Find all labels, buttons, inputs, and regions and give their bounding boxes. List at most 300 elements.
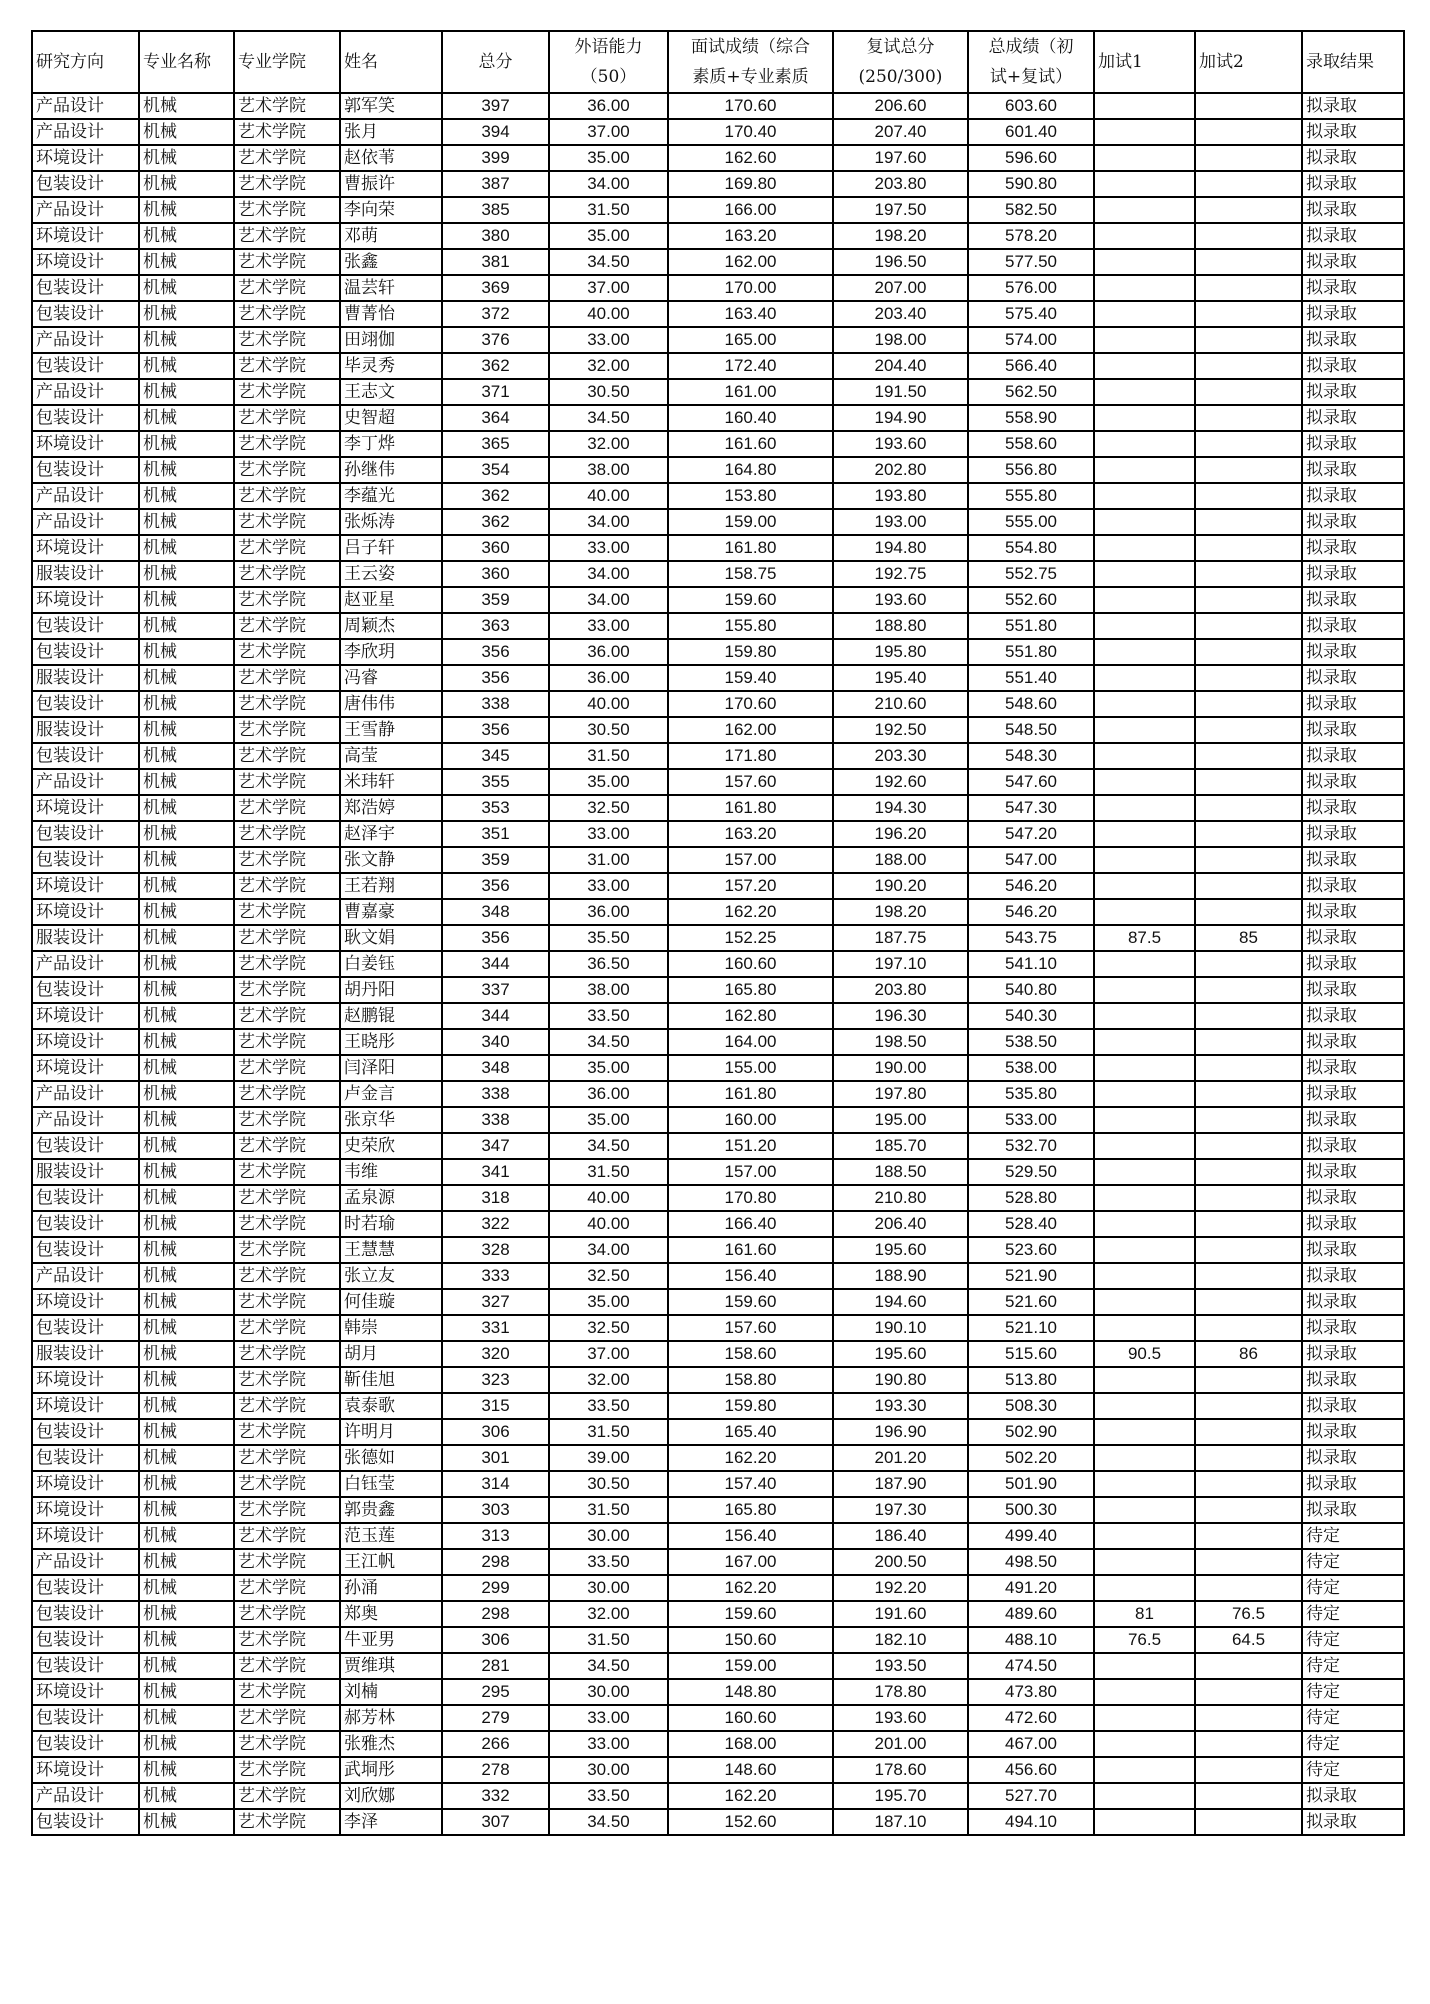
- cell-college: 艺术学院: [234, 769, 340, 795]
- cell-extra-test-1: [1094, 847, 1195, 873]
- cell-name: 牛亚男: [340, 1627, 442, 1653]
- cell-overall-score: 576.00: [968, 275, 1094, 301]
- cell-major: 机械: [139, 1341, 234, 1367]
- cell-college: 艺术学院: [234, 1081, 340, 1107]
- cell-interview: 165.00: [668, 327, 833, 353]
- cell-foreign-language: 33.00: [549, 821, 668, 847]
- cell-name: 周颖杰: [340, 613, 442, 639]
- cell-interview: 159.80: [668, 639, 833, 665]
- cell-name: 唐伟伟: [340, 691, 442, 717]
- cell-interview: 159.60: [668, 1601, 833, 1627]
- cell-extra-test-1: [1094, 1575, 1195, 1601]
- table-row: [32, 1757, 1404, 1783]
- cell-admission-result: 待定: [1302, 1731, 1404, 1757]
- cell-total: 359: [442, 587, 549, 613]
- cell-extra-test-1: [1094, 1471, 1195, 1497]
- cell-overall-score: 552.75: [968, 561, 1094, 587]
- cell-admission-result: 待定: [1302, 1575, 1404, 1601]
- cell-admission-result: 拟录取: [1302, 613, 1404, 639]
- cell-foreign-language: 30.50: [549, 379, 668, 405]
- cell-major: 机械: [139, 1003, 234, 1029]
- cell-retest-total: 182.10: [833, 1627, 968, 1653]
- cell-foreign-language: 33.50: [549, 1003, 668, 1029]
- cell-overall-score: 502.90: [968, 1419, 1094, 1445]
- cell-admission-result: 拟录取: [1302, 431, 1404, 457]
- cell-major: 机械: [139, 1263, 234, 1289]
- cell-college: 艺术学院: [234, 691, 340, 717]
- cell-college: 艺术学院: [234, 1185, 340, 1211]
- cell-foreign-language: 36.00: [549, 93, 668, 119]
- table-row: [32, 951, 1404, 977]
- cell-extra-test-1: [1094, 1159, 1195, 1185]
- table-row: [32, 1081, 1404, 1107]
- cell-foreign-language: 30.50: [549, 1471, 668, 1497]
- cell-extra-test-2: [1195, 1367, 1302, 1393]
- cell-foreign-language: 38.00: [549, 457, 668, 483]
- cell-admission-result: 拟录取: [1302, 873, 1404, 899]
- cell-total: 348: [442, 1055, 549, 1081]
- cell-retest-total: 192.60: [833, 769, 968, 795]
- cell-retest-total: 204.40: [833, 353, 968, 379]
- cell-total: 338: [442, 691, 549, 717]
- cell-admission-result: 待定: [1302, 1679, 1404, 1705]
- cell-college: 艺术学院: [234, 1159, 340, 1185]
- cell-total: 341: [442, 1159, 549, 1185]
- cell-interview: 155.80: [668, 613, 833, 639]
- cell-overall-score: 521.90: [968, 1263, 1094, 1289]
- cell-admission-result: 拟录取: [1302, 171, 1404, 197]
- cell-direction: 包装设计: [32, 1809, 139, 1835]
- cell-extra-test-2: 86: [1195, 1341, 1302, 1367]
- cell-retest-total: 193.80: [833, 483, 968, 509]
- cell-name: 韦维: [340, 1159, 442, 1185]
- cell-overall-score: 491.20: [968, 1575, 1094, 1601]
- cell-admission-result: 拟录取: [1302, 1393, 1404, 1419]
- cell-extra-test-1: [1094, 1263, 1195, 1289]
- cell-interview: 161.80: [668, 1081, 833, 1107]
- cell-extra-test-2: [1195, 1471, 1302, 1497]
- cell-admission-result: 拟录取: [1302, 1289, 1404, 1315]
- table-row: [32, 1393, 1404, 1419]
- cell-extra-test-2: [1195, 93, 1302, 119]
- cell-retest-total: 190.10: [833, 1315, 968, 1341]
- cell-college: 艺术学院: [234, 1393, 340, 1419]
- cell-retest-total: 196.50: [833, 249, 968, 275]
- cell-overall-score: 521.10: [968, 1315, 1094, 1341]
- cell-admission-result: 拟录取: [1302, 743, 1404, 769]
- cell-name: 胡丹阳: [340, 977, 442, 1003]
- cell-admission-result: 拟录取: [1302, 1783, 1404, 1809]
- table-row: [32, 691, 1404, 717]
- cell-interview: 153.80: [668, 483, 833, 509]
- cell-name: 王慧慧: [340, 1237, 442, 1263]
- cell-overall-score: 547.00: [968, 847, 1094, 873]
- cell-extra-test-1: [1094, 1029, 1195, 1055]
- cell-name: 刘欣娜: [340, 1783, 442, 1809]
- table-row: [32, 249, 1404, 275]
- admission-results-sheet: [31, 30, 1405, 1836]
- cell-extra-test-1: [1094, 691, 1195, 717]
- cell-total: 369: [442, 275, 549, 301]
- table-row: [32, 171, 1404, 197]
- cell-college: 艺术学院: [234, 1523, 340, 1549]
- cell-retest-total: 195.60: [833, 1341, 968, 1367]
- cell-extra-test-2: [1195, 1055, 1302, 1081]
- cell-college: 艺术学院: [234, 821, 340, 847]
- cell-name: 李向荣: [340, 197, 442, 223]
- cell-foreign-language: 31.00: [549, 847, 668, 873]
- table-row: [32, 899, 1404, 925]
- cell-interview: 158.75: [668, 561, 833, 587]
- cell-extra-test-2: [1195, 1081, 1302, 1107]
- cell-direction: 服装设计: [32, 665, 139, 691]
- cell-foreign-language: 33.00: [549, 1705, 668, 1731]
- cell-foreign-language: 33.50: [549, 1393, 668, 1419]
- cell-interview: 160.60: [668, 1705, 833, 1731]
- cell-extra-test-1: [1094, 275, 1195, 301]
- cell-foreign-language: 40.00: [549, 301, 668, 327]
- table-row: [32, 1367, 1404, 1393]
- cell-college: 艺术学院: [234, 1627, 340, 1653]
- cell-name: 孙继伟: [340, 457, 442, 483]
- cell-interview: 159.60: [668, 587, 833, 613]
- cell-overall-score: 501.90: [968, 1471, 1094, 1497]
- cell-overall-score: 529.50: [968, 1159, 1094, 1185]
- cell-interview: 165.80: [668, 1497, 833, 1523]
- cell-retest-total: 193.50: [833, 1653, 968, 1679]
- cell-direction: 包装设计: [32, 301, 139, 327]
- cell-college: 艺术学院: [234, 1133, 340, 1159]
- cell-overall-score: 538.50: [968, 1029, 1094, 1055]
- cell-direction: 包装设计: [32, 405, 139, 431]
- cell-total: 314: [442, 1471, 549, 1497]
- table-row: [32, 1107, 1404, 1133]
- cell-total: 371: [442, 379, 549, 405]
- cell-extra-test-2: [1195, 873, 1302, 899]
- cell-extra-test-2: [1195, 1029, 1302, 1055]
- cell-extra-test-1: [1094, 1497, 1195, 1523]
- cell-overall-score: 548.60: [968, 691, 1094, 717]
- cell-extra-test-1: [1094, 899, 1195, 925]
- cell-extra-test-2: [1195, 1419, 1302, 1445]
- cell-name: 郭贵鑫: [340, 1497, 442, 1523]
- header-foreign-language-line2: （50）: [580, 67, 637, 87]
- cell-interview: 162.60: [668, 145, 833, 171]
- cell-interview: 170.00: [668, 275, 833, 301]
- table-row: [32, 1159, 1404, 1185]
- header-foreign-language-line1: 外语能力: [574, 37, 643, 57]
- cell-name: 邓萌: [340, 223, 442, 249]
- cell-extra-test-1: [1094, 743, 1195, 769]
- cell-college: 艺术学院: [234, 925, 340, 951]
- table-row: [32, 743, 1404, 769]
- cell-retest-total: 207.00: [833, 275, 968, 301]
- cell-retest-total: 192.75: [833, 561, 968, 587]
- cell-interview: 170.80: [668, 1185, 833, 1211]
- cell-total: 362: [442, 483, 549, 509]
- cell-interview: 148.60: [668, 1757, 833, 1783]
- cell-overall-score: 527.70: [968, 1783, 1094, 1809]
- cell-college: 艺术学院: [234, 1653, 340, 1679]
- cell-overall-score: 547.30: [968, 795, 1094, 821]
- cell-overall-score: 488.10: [968, 1627, 1094, 1653]
- cell-college: 艺术学院: [234, 1237, 340, 1263]
- cell-extra-test-1: [1094, 1211, 1195, 1237]
- cell-retest-total: 178.60: [833, 1757, 968, 1783]
- cell-extra-test-1: [1094, 1185, 1195, 1211]
- cell-foreign-language: 31.50: [549, 743, 668, 769]
- cell-foreign-language: 34.50: [549, 1029, 668, 1055]
- cell-college: 艺术学院: [234, 197, 340, 223]
- cell-direction: 环境设计: [32, 1367, 139, 1393]
- cell-college: 艺术学院: [234, 665, 340, 691]
- cell-foreign-language: 31.50: [549, 1159, 668, 1185]
- cell-extra-test-1: [1094, 613, 1195, 639]
- cell-extra-test-1: [1094, 93, 1195, 119]
- cell-total: 328: [442, 1237, 549, 1263]
- cell-extra-test-1: 81: [1094, 1601, 1195, 1627]
- cell-major: 机械: [139, 1809, 234, 1835]
- cell-major: 机械: [139, 613, 234, 639]
- cell-extra-test-1: [1094, 1549, 1195, 1575]
- table-row: [32, 223, 1404, 249]
- cell-major: 机械: [139, 483, 234, 509]
- cell-interview: 157.60: [668, 1315, 833, 1341]
- table-row: [32, 483, 1404, 509]
- table-row: [32, 1705, 1404, 1731]
- cell-total: 355: [442, 769, 549, 795]
- cell-retest-total: 197.30: [833, 1497, 968, 1523]
- cell-retest-total: 195.00: [833, 1107, 968, 1133]
- cell-extra-test-1: [1094, 483, 1195, 509]
- cell-college: 艺术学院: [234, 1419, 340, 1445]
- cell-interview: 157.00: [668, 1159, 833, 1185]
- cell-extra-test-1: [1094, 1783, 1195, 1809]
- cell-total: 363: [442, 613, 549, 639]
- cell-interview: 171.80: [668, 743, 833, 769]
- cell-foreign-language: 32.50: [549, 795, 668, 821]
- cell-name: 曹振许: [340, 171, 442, 197]
- cell-major: 机械: [139, 1081, 234, 1107]
- cell-college: 艺术学院: [234, 249, 340, 275]
- cell-major: 机械: [139, 171, 234, 197]
- table-row: [32, 1029, 1404, 1055]
- cell-direction: 环境设计: [32, 795, 139, 821]
- cell-direction: 包装设计: [32, 639, 139, 665]
- table-row: [32, 1679, 1404, 1705]
- cell-retest-total: 198.00: [833, 327, 968, 353]
- cell-overall-score: 551.80: [968, 613, 1094, 639]
- cell-retest-total: 192.50: [833, 717, 968, 743]
- table-row: [32, 457, 1404, 483]
- cell-name: 贾维琪: [340, 1653, 442, 1679]
- cell-admission-result: 拟录取: [1302, 925, 1404, 951]
- cell-extra-test-2: [1195, 795, 1302, 821]
- cell-name: 张雅杰: [340, 1731, 442, 1757]
- cell-name: 史荣欣: [340, 1133, 442, 1159]
- cell-college: 艺术学院: [234, 795, 340, 821]
- cell-total: 345: [442, 743, 549, 769]
- cell-direction: 环境设计: [32, 899, 139, 925]
- cell-admission-result: 拟录取: [1302, 301, 1404, 327]
- cell-extra-test-2: [1195, 1159, 1302, 1185]
- cell-name: 李蕴光: [340, 483, 442, 509]
- cell-overall-score: 556.80: [968, 457, 1094, 483]
- cell-total: 322: [442, 1211, 549, 1237]
- cell-admission-result: 拟录取: [1302, 639, 1404, 665]
- cell-extra-test-1: [1094, 977, 1195, 1003]
- cell-direction: 服装设计: [32, 925, 139, 951]
- cell-extra-test-1: [1094, 1653, 1195, 1679]
- cell-extra-test-1: 76.5: [1094, 1627, 1195, 1653]
- cell-direction: 服装设计: [32, 1341, 139, 1367]
- cell-interview: 161.80: [668, 795, 833, 821]
- cell-extra-test-1: [1094, 795, 1195, 821]
- cell-retest-total: 190.80: [833, 1367, 968, 1393]
- cell-name: 王雪静: [340, 717, 442, 743]
- cell-admission-result: 拟录取: [1302, 1133, 1404, 1159]
- cell-direction: 环境设计: [32, 1289, 139, 1315]
- cell-name: 赵亚星: [340, 587, 442, 613]
- cell-extra-test-2: [1195, 1783, 1302, 1809]
- cell-interview: 166.40: [668, 1211, 833, 1237]
- cell-retest-total: 201.20: [833, 1445, 968, 1471]
- cell-retest-total: 193.60: [833, 431, 968, 457]
- cell-overall-score: 603.60: [968, 93, 1094, 119]
- cell-direction: 包装设计: [32, 977, 139, 1003]
- cell-total: 397: [442, 93, 549, 119]
- cell-admission-result: 拟录取: [1302, 1081, 1404, 1107]
- cell-foreign-language: 35.00: [549, 223, 668, 249]
- cell-overall-score: 456.60: [968, 1757, 1094, 1783]
- table-row: [32, 197, 1404, 223]
- cell-major: 机械: [139, 145, 234, 171]
- cell-total: 301: [442, 1445, 549, 1471]
- cell-total: 372: [442, 301, 549, 327]
- cell-major: 机械: [139, 639, 234, 665]
- cell-major: 机械: [139, 379, 234, 405]
- cell-interview: 157.00: [668, 847, 833, 873]
- table-row: [32, 1211, 1404, 1237]
- cell-major: 机械: [139, 561, 234, 587]
- cell-major: 机械: [139, 301, 234, 327]
- cell-college: 艺术学院: [234, 1679, 340, 1705]
- cell-admission-result: 拟录取: [1302, 275, 1404, 301]
- cell-retest-total: 187.10: [833, 1809, 968, 1835]
- cell-admission-result: 拟录取: [1302, 405, 1404, 431]
- cell-retest-total: 196.30: [833, 1003, 968, 1029]
- cell-admission-result: 待定: [1302, 1627, 1404, 1653]
- cell-admission-result: 待定: [1302, 1601, 1404, 1627]
- cell-admission-result: 拟录取: [1302, 353, 1404, 379]
- cell-extra-test-2: 85: [1195, 925, 1302, 951]
- table-row: [32, 613, 1404, 639]
- header-retest-total: [833, 31, 968, 93]
- cell-retest-total: 193.30: [833, 1393, 968, 1419]
- cell-retest-total: 198.20: [833, 223, 968, 249]
- cell-direction: 包装设计: [32, 1211, 139, 1237]
- cell-foreign-language: 34.00: [549, 1237, 668, 1263]
- cell-extra-test-1: [1094, 1289, 1195, 1315]
- cell-retest-total: 188.80: [833, 613, 968, 639]
- cell-extra-test-2: [1195, 223, 1302, 249]
- cell-name: 孟泉源: [340, 1185, 442, 1211]
- cell-name: 张鑫: [340, 249, 442, 275]
- cell-foreign-language: 34.00: [549, 561, 668, 587]
- cell-college: 艺术学院: [234, 405, 340, 431]
- cell-overall-score: 473.80: [968, 1679, 1094, 1705]
- cell-major: 机械: [139, 743, 234, 769]
- cell-retest-total: 194.30: [833, 795, 968, 821]
- cell-direction: 产品设计: [32, 379, 139, 405]
- cell-admission-result: 拟录取: [1302, 327, 1404, 353]
- cell-college: 艺术学院: [234, 899, 340, 925]
- cell-interview: 170.60: [668, 691, 833, 717]
- cell-total: 315: [442, 1393, 549, 1419]
- cell-total: 364: [442, 405, 549, 431]
- cell-retest-total: 198.20: [833, 899, 968, 925]
- cell-direction: 包装设计: [32, 1133, 139, 1159]
- cell-direction: 服装设计: [32, 561, 139, 587]
- cell-admission-result: 拟录取: [1302, 535, 1404, 561]
- cell-extra-test-2: [1195, 639, 1302, 665]
- cell-major: 机械: [139, 1575, 234, 1601]
- cell-total: 356: [442, 925, 549, 951]
- cell-college: 艺术学院: [234, 379, 340, 405]
- cell-total: 313: [442, 1523, 549, 1549]
- cell-name: 赵依苇: [340, 145, 442, 171]
- cell-direction: 包装设计: [32, 1445, 139, 1471]
- cell-name: 郑浩婷: [340, 795, 442, 821]
- cell-major: 机械: [139, 197, 234, 223]
- cell-name: 王晓彤: [340, 1029, 442, 1055]
- cell-extra-test-2: [1195, 1003, 1302, 1029]
- cell-overall-score: 540.80: [968, 977, 1094, 1003]
- cell-overall-score: 500.30: [968, 1497, 1094, 1523]
- cell-direction: 包装设计: [32, 1731, 139, 1757]
- cell-extra-test-1: [1094, 1731, 1195, 1757]
- cell-extra-test-2: [1195, 275, 1302, 301]
- cell-major: 机械: [139, 1315, 234, 1341]
- cell-direction: 环境设计: [32, 1055, 139, 1081]
- cell-overall-score: 533.00: [968, 1107, 1094, 1133]
- cell-extra-test-2: [1195, 249, 1302, 275]
- cell-retest-total: 193.60: [833, 587, 968, 613]
- table-row: [32, 1419, 1404, 1445]
- cell-direction: 产品设计: [32, 509, 139, 535]
- cell-name: 田翊伽: [340, 327, 442, 353]
- cell-overall-score: 546.20: [968, 873, 1094, 899]
- cell-retest-total: 197.60: [833, 145, 968, 171]
- cell-interview: 159.80: [668, 1393, 833, 1419]
- table-row: [32, 353, 1404, 379]
- cell-admission-result: 拟录取: [1302, 1497, 1404, 1523]
- cell-college: 艺术学院: [234, 1575, 340, 1601]
- cell-college: 艺术学院: [234, 1809, 340, 1835]
- cell-major: 机械: [139, 1211, 234, 1237]
- cell-overall-score: 590.80: [968, 171, 1094, 197]
- cell-foreign-language: 34.00: [549, 587, 668, 613]
- cell-extra-test-1: [1094, 197, 1195, 223]
- cell-total: 380: [442, 223, 549, 249]
- cell-total: 356: [442, 665, 549, 691]
- cell-name: 张立友: [340, 1263, 442, 1289]
- cell-interview: 158.60: [668, 1341, 833, 1367]
- cell-direction: 环境设计: [32, 249, 139, 275]
- header-overall-score: [968, 31, 1094, 93]
- cell-admission-result: 拟录取: [1302, 899, 1404, 925]
- cell-extra-test-1: [1094, 145, 1195, 171]
